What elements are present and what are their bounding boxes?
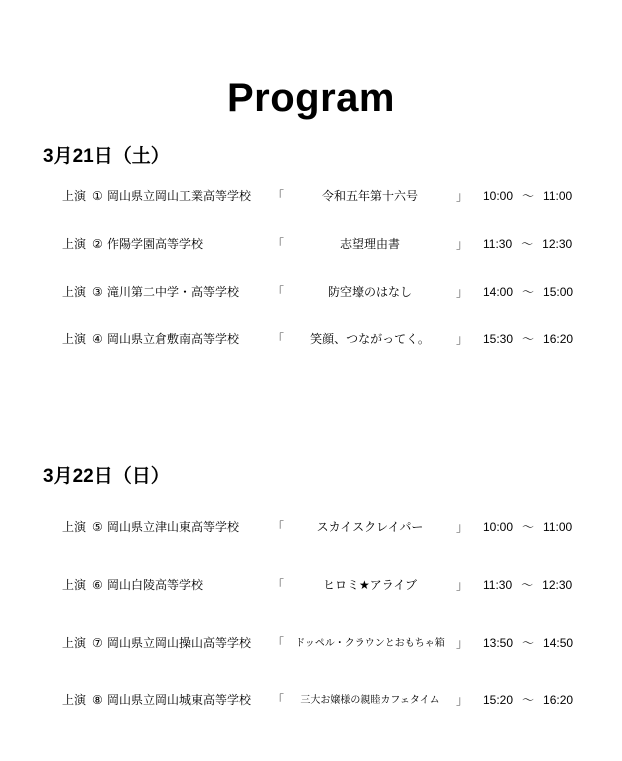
start-time: 15:30 — [483, 332, 514, 346]
close-bracket: 」 — [456, 693, 469, 707]
performance-number: ⑧ — [92, 693, 103, 707]
play-title: ドッペル・クラウンとおもちゃ箱 — [295, 638, 445, 649]
school-name: 作陽学園高等学校 — [107, 237, 204, 251]
tilde-separator: ～ — [521, 237, 534, 251]
page-title: Program — [227, 75, 395, 120]
play-title: スカイスクレイパー — [316, 520, 424, 534]
play-title: 笑顔、つながってく。 — [310, 332, 430, 346]
performance-label: 上演 — [62, 285, 87, 299]
close-bracket: 」 — [456, 332, 469, 346]
open-bracket: 「 — [272, 332, 285, 346]
school-name: 滝川第二中学・高等学校 — [107, 285, 240, 299]
program-row — [62, 693, 573, 708]
performance-label: 上演 — [62, 189, 87, 203]
open-bracket: 「 — [272, 237, 285, 251]
tilde-separator: ～ — [522, 693, 535, 707]
play-title: 三大お嬢様の親睦カフェタイム — [300, 695, 440, 706]
end-time: 14:50 — [543, 636, 574, 650]
start-time: 13:50 — [483, 636, 514, 650]
performance-number: ③ — [92, 285, 103, 299]
date-heading-day2: 3月22日（日） — [43, 465, 170, 487]
end-time: 16:20 — [543, 332, 574, 346]
tilde-separator: ～ — [522, 636, 535, 650]
end-time: 15:00 — [543, 285, 574, 299]
time-range — [483, 636, 573, 651]
performance-label: 上演 — [62, 520, 87, 534]
end-time: 16:20 — [543, 693, 574, 707]
open-bracket: 「 — [272, 520, 285, 534]
program-row — [62, 285, 573, 300]
school-name: 岡山白陵高等学校 — [107, 578, 204, 592]
performance-label: 上演 — [62, 636, 87, 650]
tilde-separator: ～ — [522, 332, 535, 346]
tilde-separator: ～ — [522, 189, 535, 203]
close-bracket: 」 — [456, 520, 469, 534]
time-range — [483, 285, 573, 300]
tilde-separator: ～ — [522, 285, 535, 299]
performance-number: ⑤ — [92, 520, 103, 534]
program-row — [62, 189, 572, 204]
performance-number: ④ — [92, 332, 103, 346]
performance-label: 上演 — [62, 332, 87, 346]
performance-number: ⑦ — [92, 636, 103, 650]
program-row — [62, 332, 573, 347]
performance-label: 上演 — [62, 693, 87, 707]
play-title: ヒロミ★アライブ — [322, 578, 418, 592]
performance-label: 上演 — [62, 578, 87, 592]
play-title: 志望理由書 — [339, 237, 400, 251]
school-name: 岡山県立岡山工業高等学校 — [107, 189, 252, 203]
date-heading-day1: 3月21日（土） — [43, 145, 170, 167]
start-time: 14:00 — [483, 285, 514, 299]
end-time: 11:00 — [543, 189, 573, 203]
end-time: 12:30 — [542, 578, 573, 592]
start-time: 11:30 — [483, 578, 513, 592]
start-time: 10:00 — [483, 520, 514, 534]
start-time: 15:20 — [483, 693, 514, 707]
time-range — [483, 332, 573, 347]
school-name: 岡山県立倉敷南高等学校 — [107, 332, 240, 346]
performance-label: 上演 — [62, 237, 87, 251]
end-time: 12:30 — [542, 237, 573, 251]
program-row — [62, 636, 573, 651]
close-bracket: 」 — [456, 285, 469, 299]
tilde-separator: ～ — [522, 520, 535, 534]
school-name: 岡山県立津山東高等学校 — [107, 520, 240, 534]
play-title: 令和五年第十六号 — [321, 189, 418, 203]
open-bracket: 「 — [272, 189, 285, 203]
time-range — [483, 520, 572, 535]
close-bracket: 」 — [456, 636, 469, 650]
tilde-separator: ～ — [521, 578, 534, 592]
start-time: 10:00 — [483, 189, 514, 203]
close-bracket: 」 — [456, 237, 469, 251]
open-bracket: 「 — [272, 693, 285, 707]
open-bracket: 「 — [272, 636, 285, 650]
performance-number: ⑥ — [92, 578, 103, 592]
time-range — [483, 189, 572, 204]
start-time: 11:30 — [483, 237, 513, 251]
close-bracket: 」 — [456, 189, 469, 203]
performance-number: ② — [92, 237, 103, 251]
end-time: 11:00 — [543, 520, 573, 534]
time-range — [483, 578, 572, 593]
school-name: 岡山県立岡山操山高等学校 — [107, 636, 252, 650]
performance-number: ① — [92, 189, 103, 203]
time-range — [483, 237, 572, 252]
open-bracket: 「 — [272, 578, 285, 592]
program-row — [62, 578, 572, 593]
play-title: 防空壕のはなし — [327, 285, 412, 299]
program-row — [62, 520, 572, 535]
school-name: 岡山県立岡山城東高等学校 — [107, 693, 252, 707]
close-bracket: 」 — [456, 578, 469, 592]
open-bracket: 「 — [272, 285, 285, 299]
program-row — [62, 237, 572, 252]
time-range — [483, 693, 573, 708]
